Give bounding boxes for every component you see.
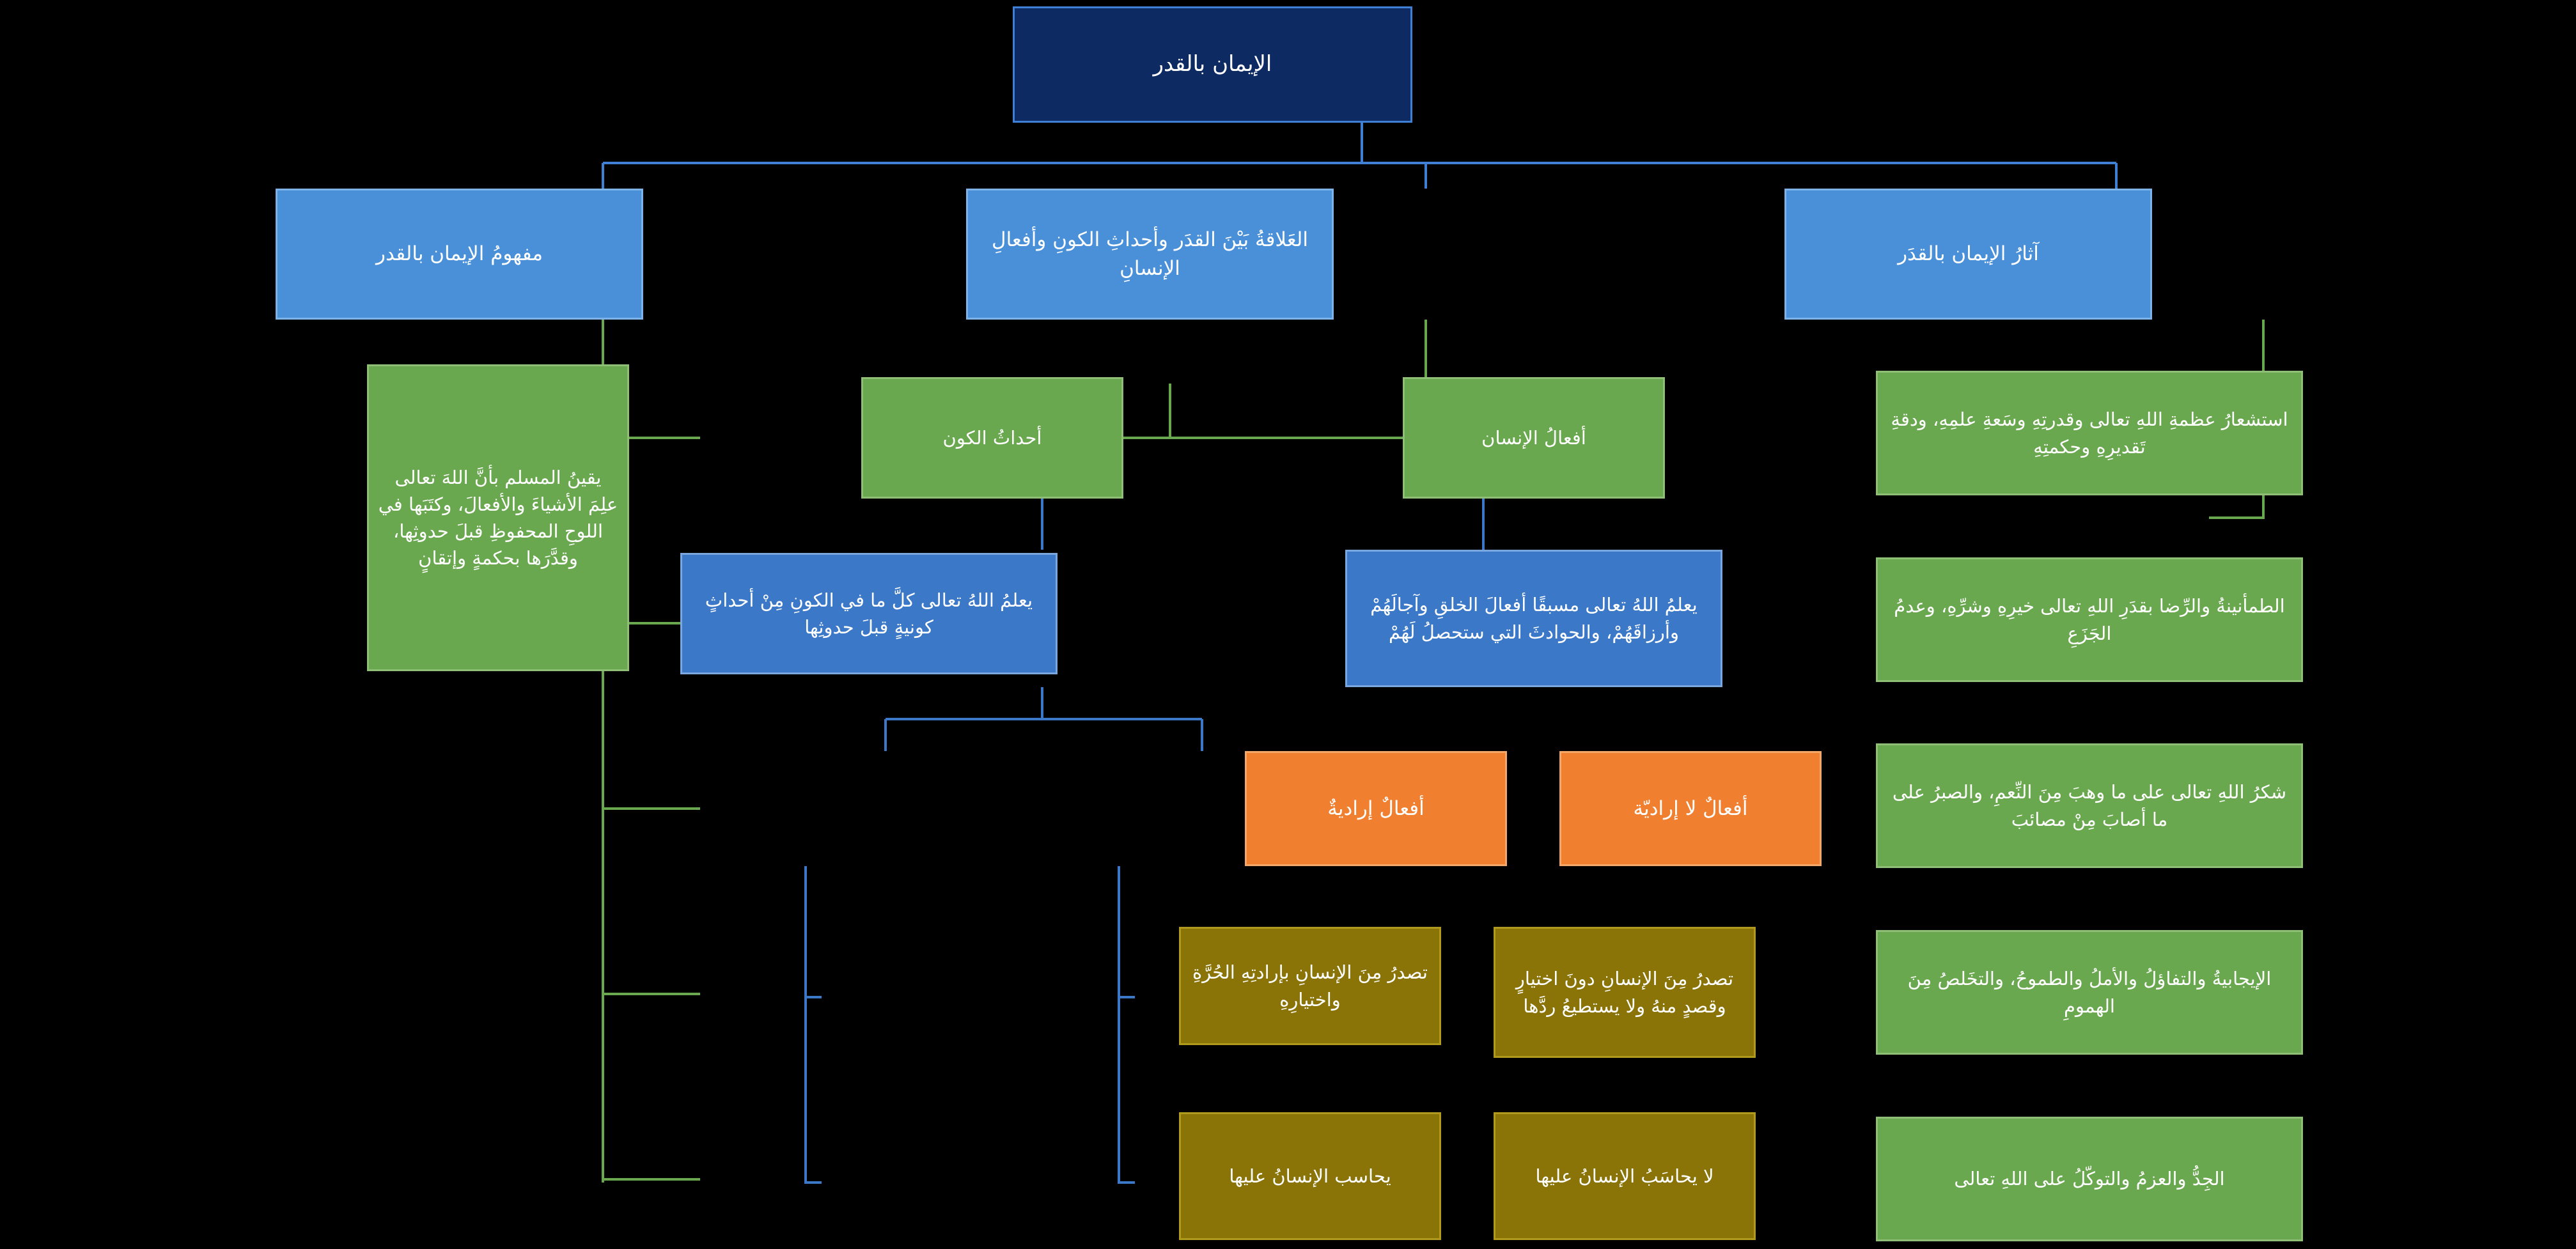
node-root[interactable]	[1013, 6, 1412, 123]
node-effect-3[interactable]	[1876, 743, 2303, 868]
node-involuntary-actions[interactable]	[1559, 751, 1822, 866]
node-universe-events[interactable]	[861, 377, 1123, 499]
node-voluntary-source[interactable]	[1179, 927, 1441, 1045]
node-universe-events-label: أحداثُ الكون	[942, 426, 1042, 449]
node-voluntary-source-label: تصدرُ مِنَ الإنسانِ بإرادتِهِ الحُرَّةِ واختيارِهِ	[1192, 961, 1428, 1011]
node-voluntary-accountability[interactable]	[1179, 1112, 1441, 1240]
node-effect-4[interactable]	[1876, 930, 2303, 1055]
node-effect-3-label: شكرُ اللهِ تعالى على ما وهبَ مِنَ النِّعمِ، والصبرُ على ما أصابَ مِنْ مصائبَ	[1892, 781, 2287, 830]
node-voluntary-actions[interactable]	[1245, 751, 1507, 866]
node-universe-detail[interactable]	[680, 553, 1058, 674]
node-involuntary-source[interactable]	[1494, 927, 1756, 1058]
node-involuntary-source-label: تصدرُ مِنَ الإنسانِ دونَ اختيارٍ وقصدٍ منهُ ولا يستطيعُ ردَّها	[1515, 968, 1734, 1017]
node-branch-relation-label: العَلاقةُ بَيْنَ القدَر وأحداثِ الكونِ وأفعالِ الإنسانِ	[992, 228, 1308, 280]
node-branch-effects[interactable]	[1784, 189, 2152, 320]
node-involuntary-accountability-label: لا يحاسَبُ الإنسانُ عليها	[1535, 1165, 1714, 1187]
node-effect-1[interactable]	[1876, 371, 2303, 495]
node-voluntary-actions-label: أفعالٌ إراديةٌ	[1327, 796, 1425, 820]
node-concept-detail[interactable]	[367, 364, 629, 671]
node-branch-relation[interactable]	[966, 189, 1334, 320]
node-effect-4-label: الإيجابيةُ والتفاؤلُ والأملُ والطموحُ، والتخَلصُ مِنَ الهمومِ	[1907, 968, 2272, 1017]
node-effect-5-label: الجِدُّ والعزمُ والتوكّلُ على اللهِ تعالى	[1954, 1168, 2225, 1190]
node-branch-concept-label: مفهومُ الإيمان بالقدر	[376, 242, 543, 266]
node-branch-concept[interactable]	[276, 189, 643, 320]
node-involuntary-actions-label: أفعالٌ لا إراديّة	[1633, 796, 1748, 820]
node-concept-detail-label: يقينُ المسلم بأنَّ اللهَ تعالى علِمَ الأشياءَ والأفعالَ، وكتَبَها في اللوحِ المحفوظِ قبلَ حدوثِها، وقدَّرَها بحكمةٍ وإتقانٍ	[378, 466, 618, 570]
node-human-actions[interactable]	[1403, 377, 1665, 499]
node-root-label: الإيمان بالقدر	[1153, 51, 1272, 77]
node-effect-1-label: استشعارُ عظمةِ اللهِ تعالى وقدرتِهِ وسَعةِ علمِهِ، ودقةِ تَقديرِهِ وحكمتِهِ	[1891, 408, 2288, 458]
node-universe-detail-label: يعلمُ اللهُ تعالى كلَّ ما في الكونِ مِنْ أحداثٍ كونيةٍ قبلَ حدوثِها	[705, 589, 1033, 638]
node-involuntary-accountability[interactable]	[1494, 1112, 1756, 1240]
node-effect-5[interactable]	[1876, 1117, 2303, 1241]
node-human-actions-label: أفعالُ الإنسان	[1481, 426, 1586, 449]
node-human-detail-label: يعلمُ اللهُ تعالى مسبقًا أفعالَ الخلقِ وآجالَهُمْ وأرزاقَهُمْ، والحوادثَ التي ستحصلُ لَهُمْ	[1370, 594, 1698, 643]
node-effect-2-label: الطمأنينةُ والرِّضا بقدَرِ اللهِ تعالى خيرِهِ وشرِّهِ، وعدمُ الجَزَعِ	[1894, 595, 2285, 644]
node-branch-effects-label: آثارُ الإيمان بالقدَر	[1898, 242, 2039, 266]
node-human-detail[interactable]	[1345, 550, 1722, 687]
node-voluntary-accountability-label: يحاسب الإنسانُ عليها	[1229, 1165, 1391, 1187]
node-effect-2[interactable]	[1876, 557, 2303, 682]
